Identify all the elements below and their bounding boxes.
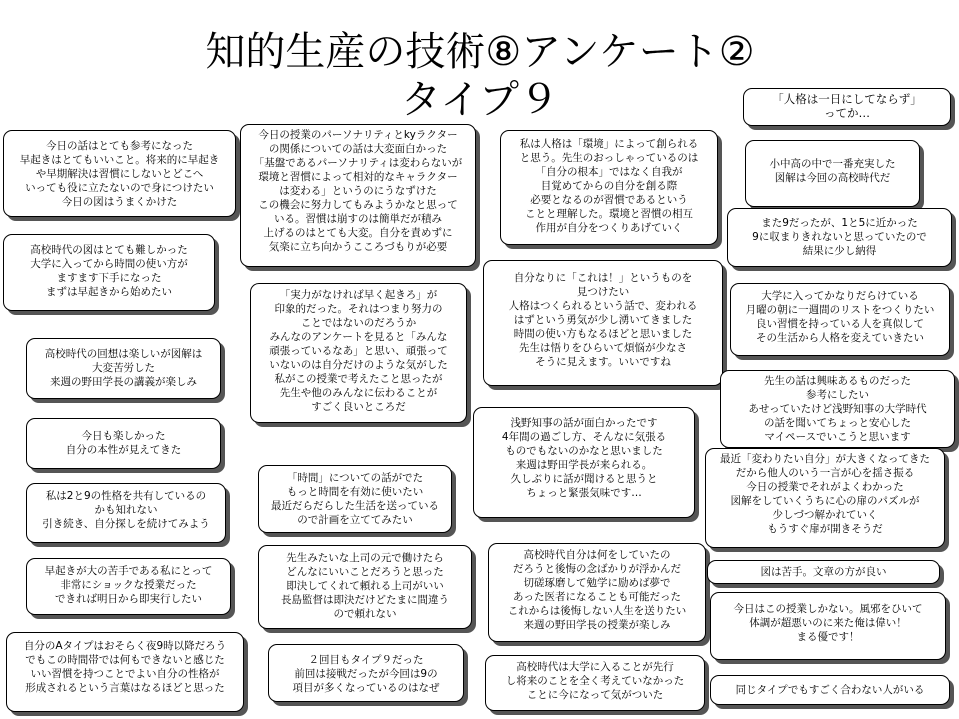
comment-line: まずは早起きから始めたい: [46, 286, 172, 298]
comment-box: [710, 675, 950, 705]
comment-box: [500, 130, 718, 245]
comment-line: 項目が多くなっているのはなぜ: [292, 682, 440, 694]
comment-box: [710, 592, 946, 660]
comment-line: 来週の野田学長の講義が楽しみ: [50, 376, 197, 388]
comment-box: [258, 465, 452, 533]
comment-line: 高校時代の回想は楽しいが図解は: [44, 348, 203, 360]
comment-line: 自分なりに「これは！」というものを: [513, 272, 693, 284]
comment-line: 最近だらだらした生活を送っている: [271, 500, 439, 512]
comment-line: 同じタイプでもすごく合わない人がいる: [735, 684, 925, 696]
comment-box: [727, 208, 952, 267]
comment-line: できれば明日から即実行したい: [55, 593, 202, 605]
comment-line: 長島監督は即決だけどたまに間違う: [281, 594, 449, 606]
comment-line: と思う。先生のおっしゃっているのは: [519, 152, 699, 164]
comment-line: いい習慣を持つことでよい自分の性格が: [30, 668, 220, 680]
comment-line: 体調が超悪いのに来た俺は偉い！: [749, 617, 907, 629]
comment-line: 先生は悟りをひらいて煩悩が少なさ: [519, 342, 687, 354]
comment-box: [6, 632, 244, 712]
comment-box: [707, 560, 940, 584]
comment-line: いっても役に立たないので身につけたい: [25, 182, 214, 194]
comment-line: 小中高の中で一番充実した: [769, 158, 896, 170]
comment-box: [705, 448, 945, 548]
comment-line: かも知れない: [94, 504, 158, 516]
comment-box: [3, 234, 215, 311]
comment-line: 良い習慣を持っている人を真似して: [756, 318, 924, 330]
comment-line: 必要となるのが習慣であるという: [530, 194, 688, 206]
comment-line: 上げるのはとても大変。自分を責めずに: [263, 227, 453, 239]
comment-line: 時間の使い方もなるほどと思いました: [513, 328, 693, 340]
comment-line: の関係についての話は大変面白かった: [268, 143, 448, 155]
comment-line: また9だったが、1と5に近かった: [761, 217, 918, 229]
comment-line: もうすぐ扉が開きそうだ: [767, 523, 883, 535]
comment-line: 人格はつくられるという話で、変われる: [508, 300, 698, 312]
comment-line: 作用が自分をつくりあげていく: [535, 222, 683, 234]
comment-line: 9に収まりきれないと思っていたので: [752, 231, 927, 243]
comment-line: 自分の本性が見えてきた: [65, 444, 182, 456]
comment-line: すごく良いところだ: [311, 401, 406, 413]
comment-line: 少しづつ解かれていく: [772, 509, 878, 521]
comment-line: いないのは自分だけのような気がした: [269, 359, 448, 371]
comment-line: 参考にしたい: [806, 389, 869, 401]
comment-line: 印象的だった。それはつまり努力の: [274, 303, 443, 315]
comment-box: [26, 338, 221, 399]
comment-line: ことと理解した。環境と習慣の相互: [525, 208, 693, 220]
comment-box: [473, 407, 695, 518]
comment-line: 自分のAタイプはおそらく夜9時以降だろう: [23, 640, 227, 652]
comment-line: だから他人のいう一言が心を揺さ振る: [735, 467, 915, 479]
comment-box: [268, 644, 464, 702]
comment-line: そうに見えます。いいですね: [535, 356, 671, 368]
comment-line: 前回は接戦だったが今回は9の: [294, 668, 438, 680]
comment-line: マイペースでいこうと思います: [764, 431, 911, 443]
comment-line: 私は人格は「環境」によって創られる: [519, 138, 699, 150]
comment-line: 今日の図はうまくかけた: [61, 196, 178, 208]
comment-line: 目覚めてからの自分を創る際: [540, 180, 678, 192]
comment-box: [743, 88, 951, 126]
comment-line: 切磋琢磨して勉学に励めば夢で: [523, 577, 671, 589]
comment-line: 「基盤であるパーソナリティは変わらないが: [253, 157, 463, 169]
comment-line: 高校時代は大学に入ることが先行: [516, 661, 674, 673]
comment-line: 月曜の朝に一週間のリストをつくりたい: [745, 304, 935, 316]
comment-box: [26, 483, 226, 543]
comment-line: 頑張っているなあ」と思い、頑張って: [269, 345, 448, 357]
comment-line: ますます下手になった: [56, 272, 162, 284]
comment-box: [745, 140, 920, 207]
slide-subtitle: タイプ９: [401, 77, 559, 123]
comment-line: 私は2と9の性格を共有しているの: [45, 490, 207, 502]
comment-line: ちょっと緊張気味です…: [526, 487, 642, 499]
comment-box: [730, 283, 950, 356]
comment-line: 図は苦手。文章の方が良い: [760, 566, 887, 578]
comment-box: [3, 130, 236, 217]
comment-box: [250, 283, 467, 423]
comment-line: 「人格は一日にしてならず」: [772, 92, 922, 106]
comment-line: 今日も楽しかった: [81, 430, 166, 442]
comment-line: 来週の野田学長の授業が楽しみ: [523, 619, 671, 631]
comment-line: 早起きが大の苦手である私にとって: [44, 565, 213, 577]
comment-line: その生活から人格を変えていきたい: [756, 332, 924, 344]
comment-line: 図解をしていくうちに心の扉のパズルが: [730, 495, 920, 507]
comment-box: [26, 558, 231, 615]
comment-line: 図解は今回の高校時代だ: [774, 172, 891, 184]
comment-line: だろうと後悔の念ばかりが浮かんだ: [513, 563, 681, 575]
comment-line: あせっていたけど浅野知事の大学時代: [748, 403, 927, 415]
comment-box: [720, 370, 955, 448]
comment-line: 環境と習慣によって相対的なキャラクター: [258, 171, 458, 183]
comment-line: 大学に入ってから時間の使い方が: [30, 258, 188, 270]
comment-line: あった医者になることも可能だった: [513, 591, 681, 603]
comment-line: や早期解決は習慣にしないとどこへ: [35, 168, 204, 180]
comment-box: [488, 543, 706, 642]
comment-line: まる優です！: [796, 631, 860, 643]
comment-line: 高校時代自分は何をしていたの: [523, 549, 671, 561]
comment-line: 非常にショックな授業だった: [60, 579, 197, 591]
comment-line: みんなのアンケートを見ると「みんな: [269, 331, 448, 343]
comment-line: 最近「変わりたい自分」が大きくなってきた: [720, 453, 930, 465]
comment-box: [258, 545, 472, 629]
comment-line: 見つけたい: [576, 286, 630, 298]
comment-line: でもこの時間帯では何もできないと感じた: [25, 654, 225, 666]
comment-line: 先生の話は興味あるものだった: [764, 375, 911, 387]
comment-line: この機会に努力してもみようかなと思って: [258, 199, 458, 211]
comment-line: 先生みたいな上司の元で働けたら: [286, 552, 444, 564]
comment-line: 引き続き、自分探しを続けてみよう: [42, 518, 210, 530]
comment-line: 今日はこの授業しかない。風邪をひいて: [733, 603, 923, 615]
comment-line: 今日の話はとても参考になった: [46, 140, 193, 152]
comment-line: 形成されるという言葉はなるほどと思った: [25, 682, 225, 694]
comment-line: ので頼れない: [333, 608, 397, 620]
comment-line: 来週は野田学長が来られる。: [515, 459, 653, 471]
comment-line: 久しぶりに話が聞けると思うと: [510, 473, 658, 485]
comment-box: [485, 655, 705, 711]
comment-line: ってか…: [824, 106, 870, 120]
comment-line: 早起きはとてもいいこと。将来的に早起き: [19, 154, 220, 166]
comment-line: 今日の授業のパーソナリティとkyラクター: [258, 129, 458, 141]
comment-line: 大変苦労した: [92, 362, 155, 374]
comment-box: [26, 418, 221, 469]
comment-line: ことに今になって気がついた: [526, 689, 664, 701]
comment-line: これからは後悔しない人生を送りたい: [507, 605, 687, 617]
comment-box: [240, 124, 476, 267]
comment-line: ので計画を立ててみたい: [297, 514, 413, 526]
comment-line: 先生や他のみんなに伝わることが: [279, 387, 438, 399]
comment-line: いる。習慣は崩すのは簡単だが積み: [274, 213, 442, 225]
comment-line: どんなにいいことだろうと思った: [286, 566, 444, 578]
comment-line: 高校時代の図はとても難しかった: [30, 244, 188, 256]
comment-line: 今日の授業でそれがよくわかった: [746, 481, 904, 493]
comment-box: [483, 260, 723, 386]
comment-line: 私がこの授業で考えたこと思ったが: [274, 373, 443, 385]
comment-line: ものでもないのかなと思いました: [505, 445, 663, 457]
comment-line: 「自分の根本」ではなく自我が: [535, 166, 683, 178]
comment-line: 「時間」についての話がでた: [286, 472, 424, 484]
comment-line: ２回目もタイプ９だった: [308, 654, 424, 666]
comment-line: もっと時間を有効に使いたい: [286, 486, 424, 498]
comment-line: 浅野知事の話が面白かったです: [510, 417, 658, 429]
comment-line: 「実力がなければ早く起きろ」が: [279, 289, 438, 301]
comment-line: 4年間の過ごし方、そんなに気張る: [501, 431, 667, 443]
comment-line: 結果に少し納得: [802, 245, 877, 257]
comment-line: 即決してくれて頼れる上司がいい: [286, 580, 444, 592]
comment-line: は変わる」というのにうなずけた: [279, 185, 437, 197]
comment-line: 大学に入ってかなりだらけている: [761, 290, 919, 302]
comment-line: の話を聞いてちょっと安心した: [764, 417, 911, 429]
comment-line: し将来のことを全く考えていなかった: [505, 675, 685, 687]
comment-line: はずという勇気が少し湧いてきました: [513, 314, 693, 326]
comment-line: 気楽に立ち向かうこころづもりが必要: [268, 241, 448, 253]
slide-title: 知的生産の技術⑧アンケート②: [205, 29, 755, 75]
comment-line: ことではないのだろうか: [300, 317, 417, 329]
